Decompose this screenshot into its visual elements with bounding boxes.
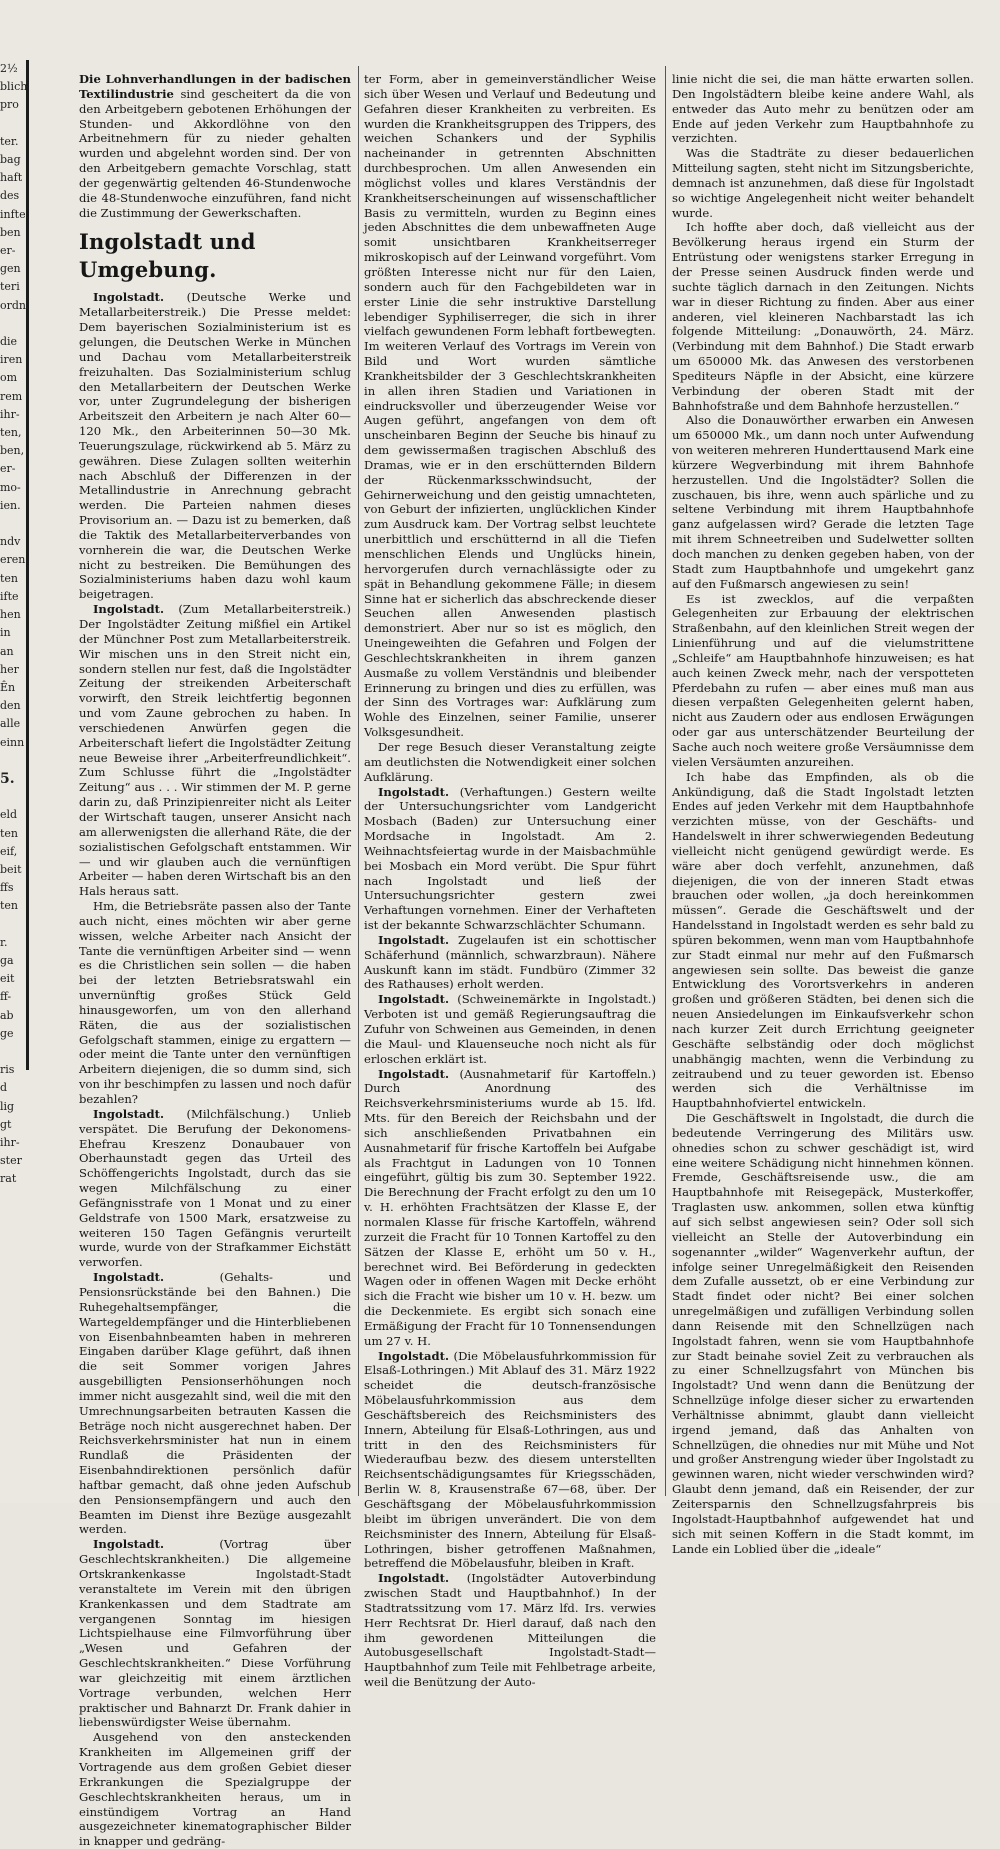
article-milchfaelschung — [79, 1107, 351, 1270]
margin-fragment: mo- — [0, 480, 21, 494]
margin-fragment: ga — [0, 953, 14, 967]
article-lead: Ingolstadt. — [93, 290, 164, 305]
article-moebelausfuhr — [364, 1349, 656, 1572]
column-1 — [79, 72, 351, 1849]
margin-fragment: om — [0, 371, 18, 385]
article-lead: Ingolstadt. — [378, 1066, 449, 1081]
margin-fragment: ter. — [0, 134, 19, 148]
margin-fragment: d — [0, 1081, 8, 1095]
margin-fragment: ten — [0, 571, 19, 585]
article-deutsche-werke — [79, 290, 351, 602]
column-rule-1 — [358, 66, 359, 1496]
article-body: (Vortrag über Geschlechtskrankheiten.) Die allgemeine Ortskrankenkasse Ingolstadt-Stadt veranstaltete im Verein mit den übrigen Krankenkassen und dem Stadtrate am vergangenen Sonntag im hiesigen Lichtspielhause eine Filmvorführung über „Wesen und Gefahren der Geschlechtskrankheiten.“ Diese Vorführung war gleichzeitig mit einem ärztlichen Vortrage verbunden, welchen Herr praktischer und Bahnarzt Dr. Frank dahier in liebenswürdigster Weise übernahm. — [79, 1537, 351, 1730]
margin-fragment: ffs — [0, 881, 14, 895]
margin-fragment: rat — [0, 1172, 17, 1186]
article-autoverbindung-p6: Ich habe das Empfinden, als ob die Ankündigung, daß die Stadt Ingolstadt letzten Endes auf jeden Verkehr mit dem Hauptbahnhofe verzichten müsse, von der Geschäfts- und Handelswelt in ihrer schwerwiegenden Bedeutung vielleicht nicht genügend gewürdigt werde. Es wäre aber doch verfehlt, anzunehmen, daß diejenigen, die von der inneren Stadt etwas brauchen oder wollen, „ja doch hereinkommen müssen“. Gerade die Geschäftswelt und der Handelsstand in Ingolstadt werden es sehr bald zu spüren bekommen, wenn man vom Hauptbahnhofe zur Stadt einmal nur mehr auf den Fußmarsch angewiesen sein sollte. Das beweist die ganze Entwicklung des Vorortsverkehrs in anderen großen und größeren Städten, bei denen sich die neuen Ansiedelungen im Einkaufsverkehr schon nach kurzer Zeit durch Errichtung geeigneter Geschäfte selbständig oder doch möglichst unabhängig machten, wenn die Verbindung zu zeitraubend und zu teuer geworden ist. Ebenso werden sich die Verhältnisse im Hauptbahnhofviertel entwickeln. — [672, 769, 974, 1111]
margin-fragment: ge — [0, 1026, 14, 1040]
margin-fragment: 5. — [0, 770, 15, 787]
section-headline: Ingolstadt und Umgebung. — [79, 229, 256, 283]
article-body: (Die Möbelausfuhrkommission für Elsaß-Lothringen.) Mit Ablauf des 31. März 1922 scheidet die deutsch-französische Möbelausfuhrkommission aus dem Geschäftsbereich des Reichsministers des Innern, Abteilung für Elsaß-Lothringen, aus und tritt in den des Reichsministers für Wiederaufbau bezw. des diesem unterstellten Reichsentschädigungsamtes für Kriegsschäden, Berlin W. 8, Krausenstraße 67—68, über. Der Geschäftsgang der Möbelausfuhrkommission bleibt im übrigen unverändert. Die von dem Reichsminister des Innern, Abteilung für Elsaß-Lothringen, bisher getroffenen Maßnahmen, betreffend die Möbelausfuhr, bleiben in Kraft. — [364, 1348, 656, 1571]
article-lead: Ingolstadt. — [93, 1106, 164, 1121]
margin-fragment: ff- — [0, 990, 12, 1004]
margin-fragment: einn — [0, 735, 25, 749]
margin-fragment: ifte — [0, 589, 19, 603]
margin-fragment: Ên — [0, 680, 16, 694]
margin-fragment: infte — [0, 207, 26, 221]
margin-fragment — [0, 916, 26, 934]
margin-fragment: beit — [0, 862, 22, 876]
margin-fragment: her — [0, 662, 19, 676]
margin-fragment: bag — [0, 153, 21, 167]
article-vortrag-cont: Ausgehend von den ansteckenden Krankheiten im Allgemeinen griff der Vortragende aus dem großen Gebiet dieser Erkrankungen die Spezialgruppe der Geschlechtskrankheiten heraus, um in einstündigem Vortrag an Hand ausgezeichneter kinematographischer Bilder in knapper und gedräng- — [79, 1730, 351, 1849]
article-textile-wages — [79, 72, 351, 220]
article-lead: Die Lohnverhandlungen in der badischen Textilindustrie — [79, 72, 351, 101]
article-autoverbindung-p5: Es ist zwecklos, auf die verpaßten Gelegenheiten zur Erbauung der elektrischen Straßenbahn, auf den kleinlichen Streit wegen der Linienführung und auf die vielumstrittene „Schleife“ am Hauptbahnhofe hinzuweisen; es hat auch keinen Zweck mehr, nach der verspotteten Pferdebahn zu rufen — aber eines muß man aus diesen verpaßten Gelegenheiten gelernt haben, nicht aus Zaudern oder aus endlosen Erwägungen oder gar aus unterschätzender Beurteilung der Sache auch noch weitere große Versäumnisse dem vielen Versäumten anzureihen. — [672, 591, 974, 769]
margin-fragment: ben — [0, 225, 21, 239]
margin-fragment: eit — [0, 972, 15, 986]
article-lead: Ingolstadt. — [378, 932, 449, 947]
margin-fragment: eld — [0, 808, 18, 822]
margin-fragment: die — [0, 335, 18, 349]
article-lead: Ingolstadt. — [378, 784, 449, 799]
article-pensionsrueckstaende — [79, 1270, 351, 1537]
article-lead: Ingolstadt. — [93, 1537, 164, 1552]
margin-fragment — [0, 1043, 26, 1061]
article-autoverbindung — [364, 1571, 656, 1690]
margin-fragment: ten — [0, 899, 19, 913]
article-lead: Ingolstadt. — [378, 992, 449, 1007]
article-autoverbindung-p2: Was die Stadträte zu dieser bedauerlichen Mitteilung sagten, steht nicht im Sitzungsberichte, demnach ist anzunehmen, daß diese für Ingolstadt so wichtige Angelegenheit nicht weiter behandelt wurde. — [672, 146, 974, 220]
margin-fragment: ten, — [0, 426, 22, 440]
margin-fragment: lig — [0, 1099, 15, 1113]
article-vortrag-end: Der rege Besuch dieser Veranstaltung zeigte am deutlichsten die Notwendigkeit einer solchen Aufklärung. — [364, 739, 656, 784]
margin-fragment: rem — [0, 389, 23, 403]
margin-fragment — [0, 315, 26, 333]
margin-fragment: an — [0, 644, 14, 658]
article-lead: Ingolstadt. — [378, 1571, 449, 1586]
margin-fragment: 2½ — [0, 62, 18, 75]
article-autoverbindung-p3: Ich hoffte aber doch, daß vielleicht aus der Bevölkerung heraus irgend ein Sturm der Entrüstung oder wenigstens starker Erregung in der Presse seinen Ausdruck finden werde und suchte täglich darnach in den Zeitungen. Nichts war in dieser Richtung zu finden. Aber aus einer anderen, viel kleineren Nachbarstadt las ich folgende Mitteilung: „Donauwörth, 24. März. (Verbindung mit dem Bahnhof.) Die Stadt erwarb um 650000 Mk. das Anwesen des verstorbenen Spediteurs Näpfle in der Absicht, eine kürzere Verbindung der oberen Stadt mit der Bahnhofstraße und dem Bahnhofe herzustellen.“ — [672, 220, 974, 413]
article-betriebsraete: Hm, die Betriebsräte passen also der Tante auch nicht, eines möchten wir aber gerne wissen, welche Arbeiter nach Ansicht der Tante die vernünftigen Arbeiter sind — wenn es die Christlichen sein sollen — die haben bei der letzten Betriebsratswahl ein unvernünftig großes Stück Geld hinausgeworfen, um von den allerhand Räten, die aus der sozialistischen Gefolgschaft stammen, einige zu ergattern — oder meint die Tante unter den vernünftigen Arbeitern diejenigen, die so dumm sind, sich von ihr beschimpfen zu lassen und noch dafür bezahlen? — [79, 899, 351, 1106]
margin-fragment: ben, — [0, 444, 25, 458]
margin-fragment: ien. — [0, 498, 21, 512]
margin-fragment: ster — [0, 1154, 22, 1168]
margin-fragment — [0, 752, 26, 770]
margin-fragment: blich — [0, 80, 28, 94]
margin-fragment: alle — [0, 717, 21, 731]
margin-fragment: haft — [0, 171, 23, 185]
margin-fragment: ten — [0, 826, 19, 840]
margin-fragment: r. — [0, 935, 8, 949]
article-body: (Gehalts- und Pensionsrückstände bei den Bahnen.) Die Ruhegehaltsempfänger, die Wartegeldempfänger und die Hinterbliebenen von Eisenbahnbeamten haben in mehreren Eingaben darüber Klage geführt, daß ihnen die seit Sommer vorigen Jahres ausgebilligten Pensionserhöhungen noch immer nicht ausgezahlt sind, weil die mit den Umrechnungsarbeiten betrauten Kassen die Beträge noch nicht ausgerechnet haben. Der Reichsverkehrsminister hat nun in einem Rundlaß die Präsidenten der Eisenbahndirektionen persönlich dafür haftbar gemacht, daß ohne jeden Aufschub den Pensionsempfängern und auch den Beamten im Dienst ihre Bezüge ausgezahlt werden. — [79, 1270, 351, 1537]
article-vortrag — [79, 1537, 351, 1730]
article-autoverbindung-p4: Also die Donauwörther erwarben ein Anwesen um 650000 Mk., um dann noch unter Aufwendung von weiteren mehreren Hunderttausend Mark eine kürzere Wegverbindung mit ihrem Bahnhofe herzustellen. Und die Ingolstädter? Sollen die zuschauen, bis ihre, wenn auch spärliche und zu seltene Verbindung mit ihrem Hauptbahnhofe ganz aufgelassen wird? Gerade die letzten Tage mit ihrem Schneetreiben und Sudelwetter sollten doch manchen zu denken gegeben haben, von der Stadt zum Hauptbahnhofe und umgekehrt ganz auf den Fußmarsch angewiesen zu sein! — [672, 413, 974, 591]
article-schaeferhund — [364, 933, 656, 992]
article-body: (Deutsche Werke und Metallarbeiterstreik.) Die Presse meldet: Dem bayerischen Sozialministerium ist es gelungen, die Deutschen Werke in München und Dachau vom Metallarbeiterstreik freizuhalten. Das Sozialministerium schlug den Metallarbeitern der Deutschen Werke vor, unter Zugrundelegung der bisherigen Arbeitszeit den Arbeitern je nach Alter 60—120 Mk., den Arbeiterinnen 50—30 Mk. Teuerungszulage, rückwirkend ab 5. März zu gewähren. Diese Zulagen sollten weiterhin nach Abschluß der Differenzen in der Metallindustrie in Anrechnung gebracht werden. Die Parteien nahmen dieses Provisorium an. — Dazu ist zu bemerken, daß die Taktik des Metallarbeiterverbandes von vornherein die war, die Deutschen Werke nicht zu bestreiken. Die Bemühungen des Sozialministeriums haben dazu wohl kaum beigetragen. — [79, 290, 351, 602]
margin-fragment: in — [0, 626, 11, 640]
margin-fragment: ihr- — [0, 1135, 20, 1149]
previous-page-margin-strip — [0, 60, 30, 1186]
article-metallarbeiterstreik — [79, 602, 351, 899]
margin-fragment: ab — [0, 1008, 14, 1022]
article-body: sind gescheitert da die von den Arbeitgebern gebotenen Erhöhungen der Stunden- und Akkordlöhne von den Arbeitnehmern für zu nieder gehalten wurden und abgelehnt worden sind. Der von den Arbeitgebern gemachte Vorschlag, statt der gegenwärtig geltenden 46-Stundenwoche die 48-Stundenwoche einzuführen, fand nicht die Zustimmung der Gewerkschaften. — [79, 86, 351, 220]
margin-fragment: eif, — [0, 844, 18, 858]
margin-fragment: den — [0, 699, 21, 713]
margin-fragment: er- — [0, 462, 16, 476]
article-body: (Zum Metallarbeiterstreik.) Der Ingolstädter Zeitung mißfiel ein Artikel der Münchner Post zum Metallarbeiterstreik. Wir mischen uns in den Streit nicht ein, sondern stellen nur fest, daß die Ingolstädter Zeitung der streikenden Arbeiterschaft vorwirft, den Streik leichtfertig begonnen und vom Zaune gebrochen zu haben. In verschiedenen Anwürfen gegen die Arbeiterschaft liefert die Ingolstädter Zeitung neue Beweise ihrer „Arbeiterfreundlichkeit“. Zum Schlusse führt die „Ingolstädter Zeitung“ aus . . . Wir stimmen der M. P. gerne darin zu, daß Prinzipienreiter nicht als Leiter der Wirtschaft taugen, unserer Ansicht nach am allerwenigsten die allerhand Räte, die der sozialistischen Gefolgschaft entstammen. Wir — und wir glauben auch die vernünftigen Arbeiter — haben deren Wirtschaft bis an den Hals heraus satt. — [79, 602, 351, 899]
article-body: (Verhaftungen.) Gestern weilte der Untersuchungsrichter vom Landgericht Mosbach (Baden) zur Untersuchung einer Mordsache in Ingolstadt. Am 2. Weihnachtsfeiertag wurde in der Maisbachmühle bei Mosbach ein Mord verübt. Die Spur führt nach Ingolstadt und ließ der Untersuchungsrichter gestern zwei Verhaftungen vornehmen. Einer der Verhafteten ist der bekannte Schwarzschlächter Schumann. — [364, 784, 656, 933]
margin-fragment: hen — [0, 608, 21, 622]
margin-fragment: gen — [0, 262, 21, 276]
margin-fragment: ndv — [0, 535, 21, 549]
column-2 — [364, 72, 656, 1690]
margin-fragment: pro — [0, 98, 19, 112]
margin-fragment: eren — [0, 553, 26, 567]
margin-fragment — [0, 515, 26, 533]
column-3 — [672, 72, 974, 1556]
article-autoverbindung-p7: Die Geschäftswelt in Ingolstadt, die durch die bedeutende Verringerung des Militärs usw. ohnedies schon zu schwer geschädigt ist, wird eine weitere Schädigung nicht hinnehmen können. Fremde, Geschäftsreisende usw., die am Hauptbahnhofe mit Reisegepäck, Musterkoffer, Traglasten usw. ankommen, sollen etwa künftig auf sich selbst angewiesen sein? Oder soll sich vielleicht an Stelle der Autoverbindung ein sogenannter „wilder“ Wagenverkehr auftun, der infolge seiner Unregelmäßigkeit den Reisenden dem Zufalle aussetzt, ob er eine Verbindung zur Stadt findet oder nicht? Bei einer solchen unregelmäßigen und zufälligen Verbindung sollen dann Reisende mit den Schnellzügen nach Ingolstadt fahren, wenn sie vom Hauptbahnhofe zur Stadt beinahe soviel Zeit zu verbrauchen als zu einer Schnellzugsfahrt von München bis Ingolstadt? Und wenn dann die Benützung der Schnellzüge infolge dieser sicher zu erwartenden Verhältnisse abnimmt, glaubt dann vielleicht irgend jemand, daß das Anhalten von Schnellzügen, die ohnedies nur mit Mühe und Not und großer Anstrengung wieder über Ingolstadt zu gewinnen waren, nicht wieder verschwinden wird? Glaubt denn jemand, daß ein Reisender, der zur Zeitersparnis den Schnellzugsfahrpreis bis Ingolstadt-Hauptbahnhof aufgewendet hat und sich mit seinen Koffern in die Stadt kommt, im Lande ein Loblied über die „ideale“ — [672, 1111, 974, 1556]
margin-fragment: ordn. — [0, 298, 30, 312]
article-body: (Schweinemärkte in Ingolstadt.) Verboten ist und gemäß Regierungsauftrag die Zufuhr von Schweinen aus Gemeinden, in denen die Maul- und Klauenseuche noch nicht als für erloschen erklärt ist. — [364, 992, 656, 1066]
margin-fragment — [0, 115, 26, 133]
article-autoverbindung-cont: linie nicht die sei, die man hätte erwarten sollen. Den Ingolstädtern bleibe keine andere Wahl, als entweder das Auto mehr zu benützen oder am Ende auf jeden Verkehr zum Hauptbahnhofe zu verzichten. — [672, 72, 974, 146]
margin-fragment — [0, 788, 26, 806]
margin-fragment: iren — [0, 353, 23, 367]
article-vortrag-cont-2: ter Form, aber in gemeinverständlicher Weise sich über Wesen und Verlauf und Bedeutung und Gefahren dieser Krankheiten zu verbreiten. Es wurden die Krankheitsgruppen des Trippers, des weichen Schankers und der Syphilis nacheinander in getrennten Abschnitten durchbesprochen. Um allen Anwesenden ein möglichst volles und klares Verständnis der Krankheitserscheinungen auf wissenschaftlicher Basis zu vermitteln, wurden zu Beginn eines jeden Abschnittes die dem unbewaffneten Auge somit unsichtbaren Krankheitserreger mikroskopisch auf der Leinwand vorgeführt. Vom größten Interesse nicht nur für den Laien, sondern auch für den Fachgebildeten war in erster Linie die sehr instruktive Darstellung lebendiger Syphiliserreger, die sich in ihrer vielfach gewundenen Form lebhaft fortbewegten. Im weiteren Verlauf des Vortrags im Verein von Bild und Wort wurden sämtliche Krankheitsbilder der 3 Geschlechtskrankheiten in allen ihren Stadien und Variationen in eindrucksvoller und überzeugender Weise vor Augen geführt, angefangen von dem oft unscheinbaren Beginn der Seuche bis hinauf zu dem gewissermaßen tragischen Abschluß des Dramas, wie er in den erschütternden Bildern der Rückenmarksschwindsucht, der Gehirnerweichung und den geistig umnachteten, von Geburt der infizierten, unglücklichen Kinder zum Ausdruck kam. Der Vortrag selbst leuchtete unerbittlich und erschütternd in all die Tiefen menschlichen Elends und Unglücks hinein, hervorgerufen durch vernachlässigte oder zu spät in Behandlung gekommene Fälle; in diesem Sinne hat er sicherlich das abschreckende dieser Seuchen allen Anwesenden plastisch demonstriert. Aber nur so ist es möglich, den Uneingeweihten die Gefahren und Folgen der Geschlechtskrankheiten in ihrem ganzen Ausmaße zu vollem Verständnis und bleibender Erinnerung zu bringen und dies zu erfüllen, was der Sinn des Vortrages war: Aufklärung zum Wohle des Einzelnen, seiner Familie, unserer Volksgesundheit. — [364, 72, 656, 740]
margin-fragment: er- — [0, 244, 16, 258]
margin-fragment: gt — [0, 1117, 12, 1131]
margin-fragment: ris — [0, 1063, 15, 1077]
margin-fragment: des — [0, 189, 20, 203]
article-body: (Ausnahmetarif für Kartoffeln.) Durch Anordnung des Reichsverkehrsministeriums wurde ab 15. lfd. Mts. für den Bereich der Reichsbahn und der sich anschließenden Privatbahnen ein Ausnahmetarif für frische Kartoffeln bei Aufgabe als Frachtgut in Ladungen von 10 Tonnen eingeführt, gültig bis zum 30. September 1922. Die Berechnung der Fracht erfolgt zu den um 10 v. H. erhöhten Frachtsätzen der Klasse E, der normalen Klasse für frische Kartoffeln, während zurzeit die Fracht für 10 Tonnen Kartoffel zu den Sätzen der Klasse E, erhöht um 50 v. H., berechnet wird. Bei Beförderung in gedeckten Wagen oder in offenen Wagen mit Decke erhöht sich die Fracht wie bisher um 10 v. H. bezw. um die Deckenmiete. Es ergibt sich sonach eine Ermäßigung der Fracht für 10 Tonnensendungen um 27 v. H. — [364, 1066, 656, 1348]
article-verhaftungen — [364, 785, 656, 933]
article-body: (Ingolstädter Autoverbindung zwischen Stadt und Hauptbahnhof.) In der Stadtratssitzung vom 17. März lfd. Irs. verwies Herr Rechtsrat Dr. Hierl darauf, daß nach den ihm gewordenen Mitteilungen die Autobusgesellschaft Ingolstadt-Stadt—Hauptbahnhof zum Teile mit Fehlbetrage arbeite, weil die Benützung der Auto- — [364, 1571, 656, 1690]
article-kartoffeltarif — [364, 1067, 656, 1349]
margin-fragment: teri — [0, 280, 20, 294]
article-schweinemaerkte — [364, 992, 656, 1066]
article-lead: Ingolstadt. — [378, 1348, 449, 1363]
column-rule-2 — [665, 66, 666, 1496]
article-lead: Ingolstadt. — [93, 1270, 164, 1285]
article-lead: Ingolstadt. — [93, 602, 164, 617]
article-body: (Milchfälschung.) Unlieb verspätet. Die Berufung der Dekonomens-Ehefrau Kreszenz Donaubauer von Oberhaunstadt gegen das Urteil des Schöffengerichts Ingolstadt, durch das sie wegen Milchfälschung zu einer Gefängnisstrafe von 1 Monat und zu einer Geldstrafe von 1500 Mark, ersatzweise zu weiteren 150 Tagen Gefängnis verurteilt wurde, wurde von der Strafkammer Eichstätt verworfen. — [79, 1106, 351, 1270]
article-body: Zugelaufen ist ein schottischer Schäferhund (männlich, schwarzbraun). Nähere Auskunft kann im städt. Fundbüro (Zimmer 32 des Rathauses) erholt werden. — [364, 932, 656, 992]
margin-fragment: ihr- — [0, 407, 20, 421]
